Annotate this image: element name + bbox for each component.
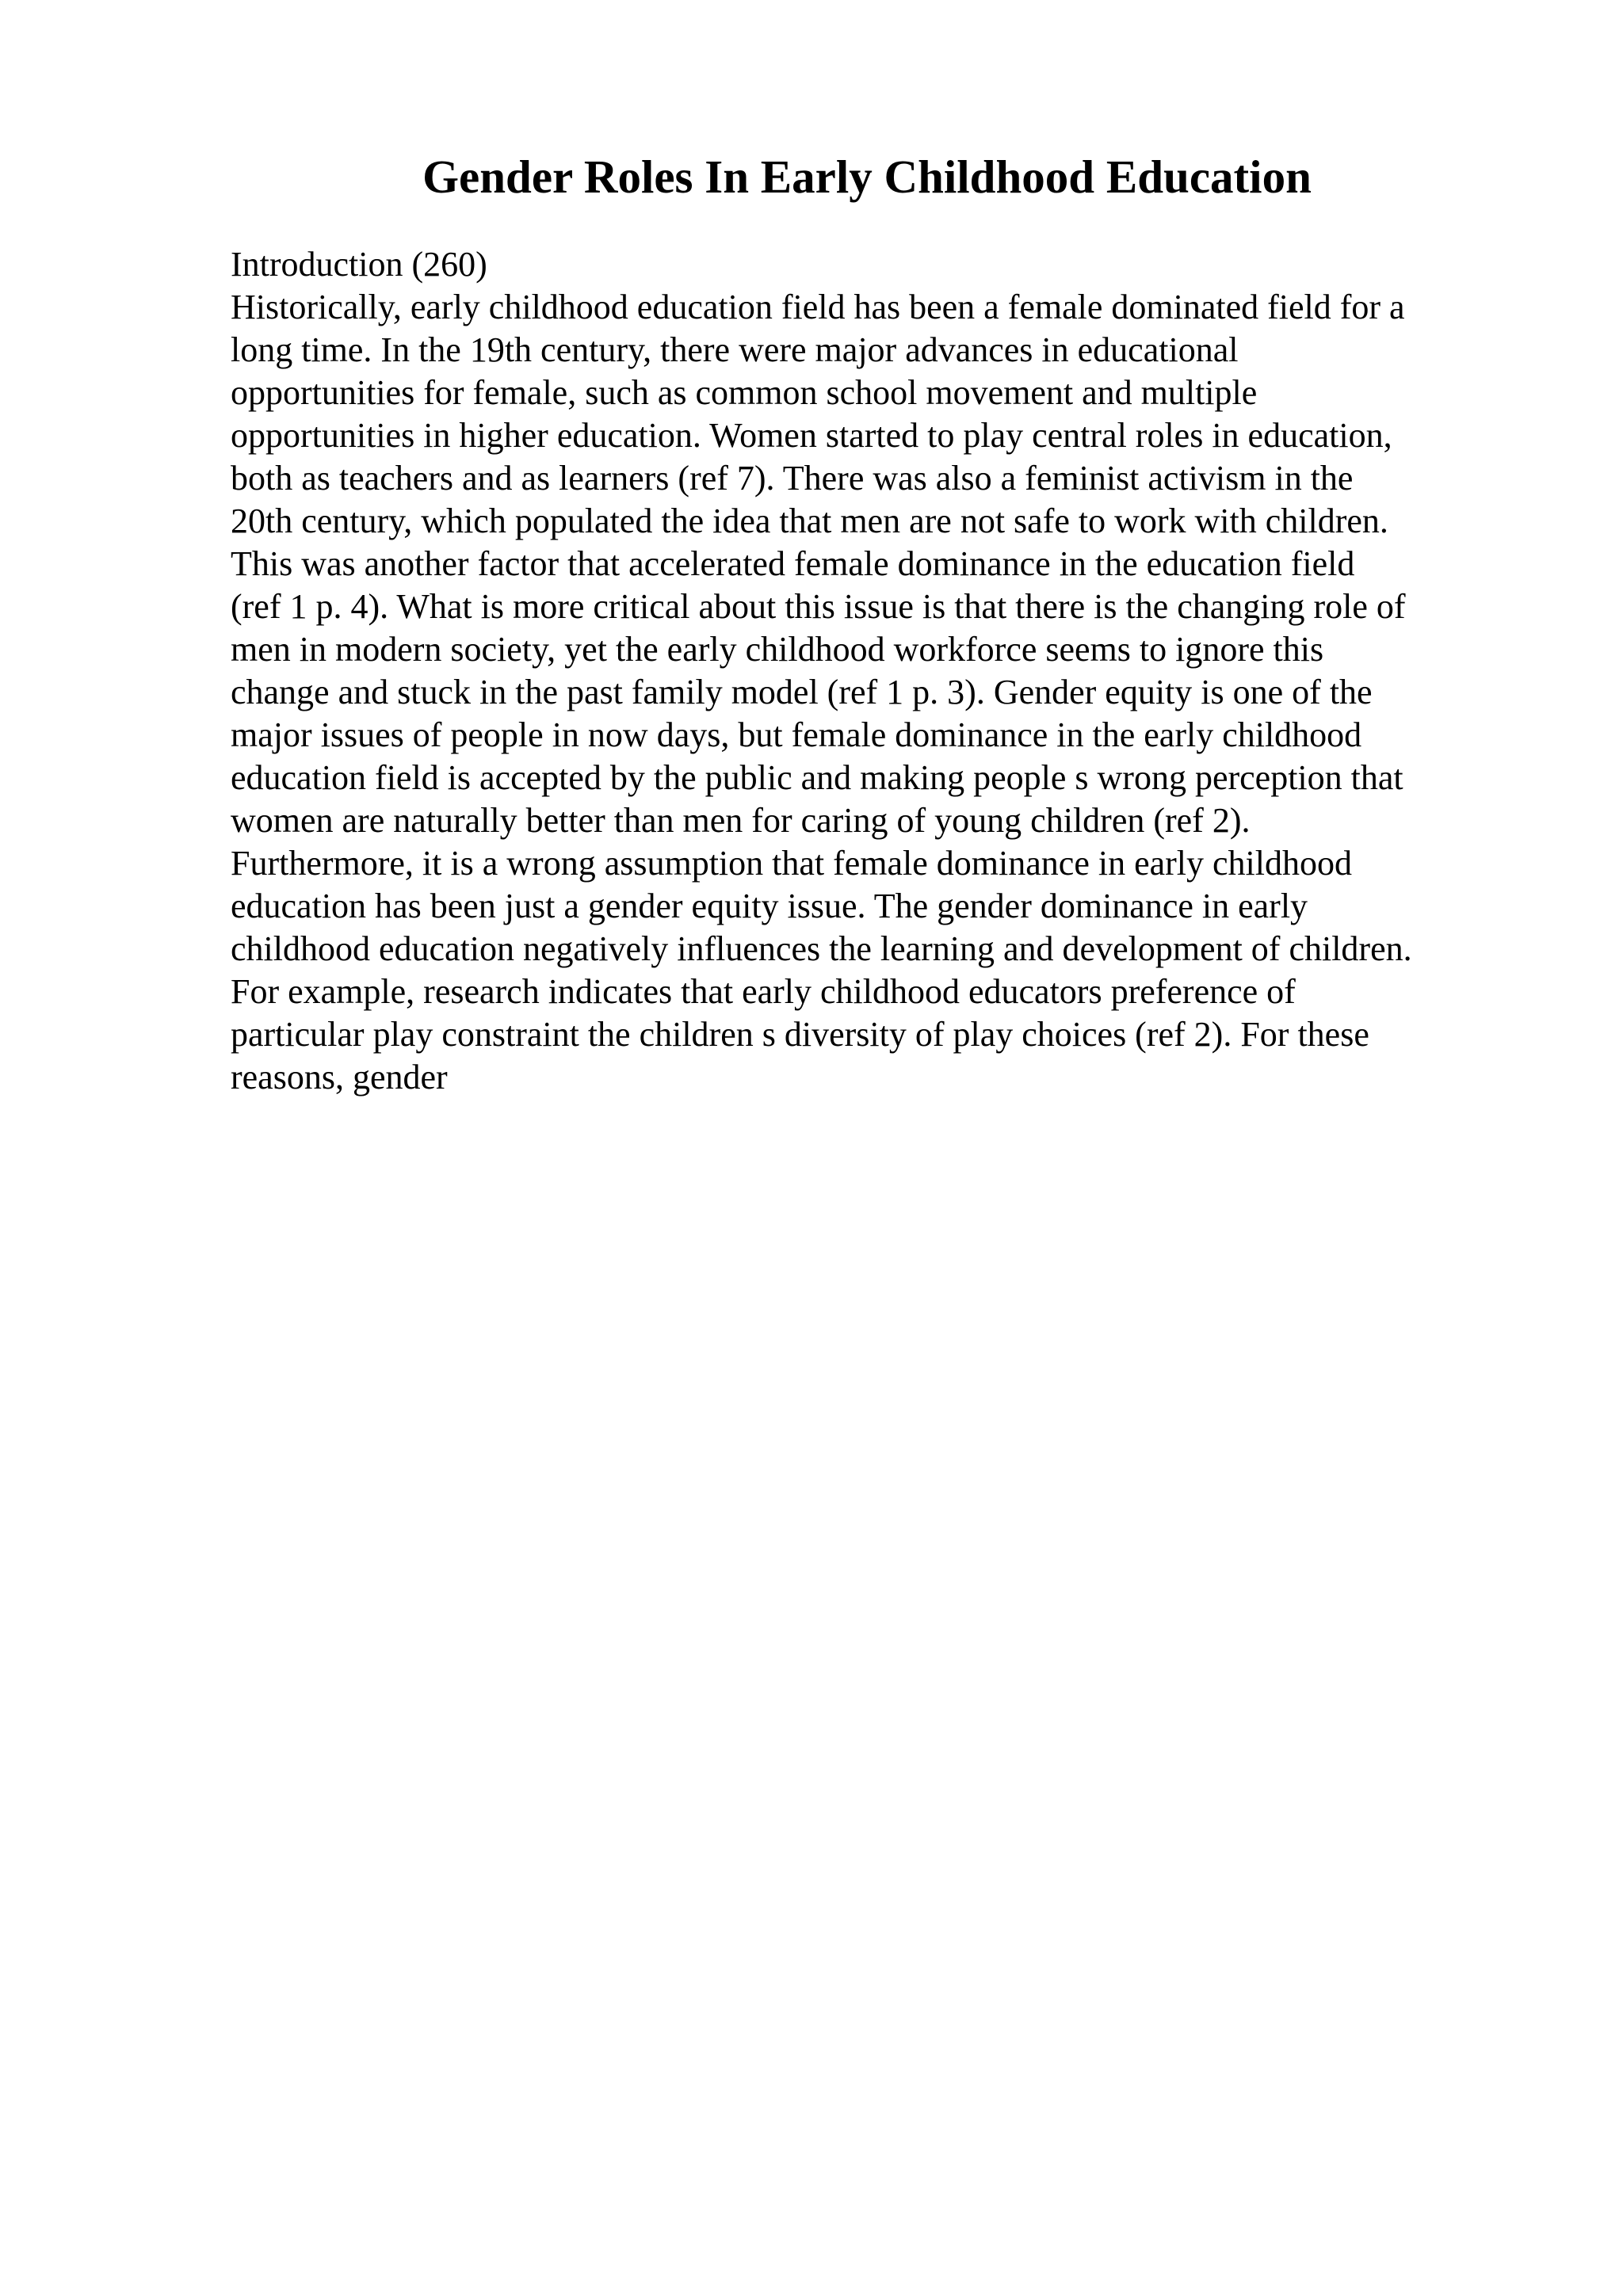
paragraph-line: education field is accepted by the public and making people s wrong perception that	[231, 758, 1403, 797]
paragraph-line: Historically, early childhood education field has been a female dominated field for a	[231, 288, 1405, 326]
paragraph-line: For example, research indicates that early childhood educators preference of	[231, 972, 1296, 1011]
paragraph-line: opportunities for female, such as common school movement and multiple	[231, 373, 1258, 412]
section-heading: Introduction (260)	[231, 245, 487, 284]
paragraph-line: childhood education negatively influences the learning and development of children.	[231, 929, 1412, 968]
paragraph-line: women are naturally better than men for caring of young children (ref 2).	[231, 801, 1251, 840]
paragraph-line: men in modern society, yet the early childhood workforce seems to ignore this	[231, 630, 1324, 669]
paragraph-line: 20th century, which populated the idea that men are not safe to work with children.	[231, 502, 1388, 540]
paragraph-line: major issues of people in now days, but female dominance in the early childhood	[231, 715, 1362, 754]
paragraph-line: both as teachers and as learners (ref 7). There was also a feminist activism in the	[231, 459, 1354, 498]
paragraph-line: opportunities in higher education. Women started to play central roles in education,	[231, 416, 1392, 455]
paragraph-line: change and stuck in the past family model (ref 1 p. 3). Gender equity is one of the	[231, 673, 1373, 711]
document-body	[231, 243, 1483, 1099]
paragraph-line: long time. In the 19th century, there were major advances in educational	[231, 330, 1239, 369]
paragraph-line: (ref 1 p. 4). What is more critical about this issue is that there is the changing role of	[231, 587, 1406, 626]
paragraph-line: Furthermore, it is a wrong assumption that female dominance in early childhood	[231, 844, 1352, 883]
paragraph-line: particular play constraint the children s diversity of play choices (ref 2). For these	[231, 1015, 1369, 1054]
paragraph-line: reasons, gender	[231, 1058, 448, 1097]
introduction-paragraph	[231, 286, 1483, 1099]
document-title: Gender Roles In Early Childhood Education	[422, 151, 1312, 203]
paragraph-line: This was another factor that accelerated female dominance in the education field	[231, 544, 1355, 583]
paragraph-line: education has been just a gender equity issue. The gender dominance in early	[231, 887, 1308, 925]
